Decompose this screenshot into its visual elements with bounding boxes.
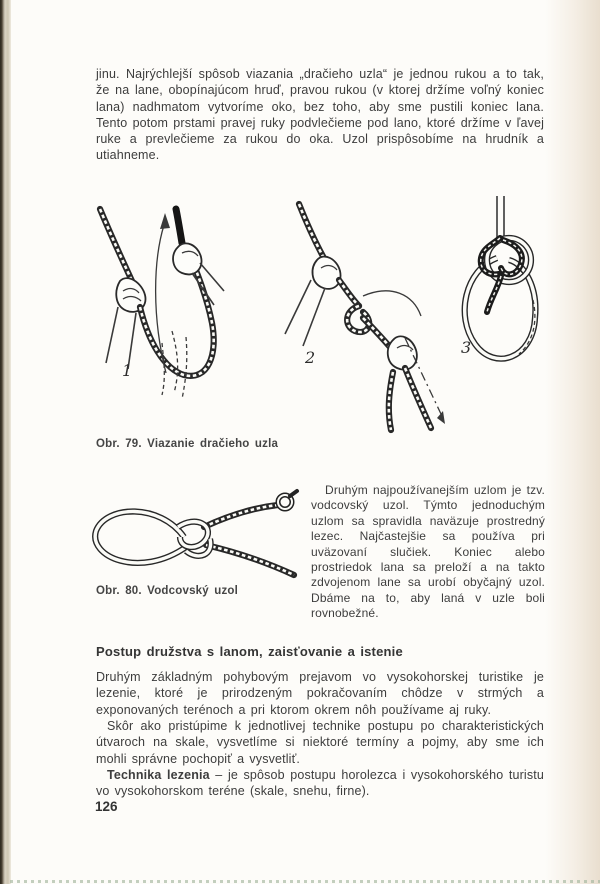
fig79-step1-illustration [70, 203, 252, 410]
section-paragraph-1: Druhým základným pohybovým prejavom vo vysokohorskej turistike je lezenie, ktoré je prirodzeným pokračovaním chôdze v strmých a exponovaných terénoch a pri ktorom okrem nôh používame aj ruky. [96, 670, 544, 717]
fig80-caption: Obr. 80. Vodcovský uzol [96, 585, 239, 597]
vodcovsky-knot-drawing [82, 487, 307, 587]
fig79-step3-illustration [445, 196, 562, 372]
scan-right-edge [545, 0, 600, 884]
knot-step2-drawing [255, 200, 462, 437]
intro-paragraph: jinu. Najrýchlejší spôsob viazania „dračieho uzla“ je jednou rukou a to tak, že na lane, obopínajúcom hruď, pravou rukou (v ktorej držíme voľný koniec lana) nadhmatom vytvoríme oko, bez toho, aby sme pustili koniec lana. Tento potom prstami pravej ruky podvlečieme pod lano, ktoré držíme v ľavej ruke a prevlečieme za rukou do oka. Uzol prispôsobíme na hrudník a utiahneme. [96, 67, 544, 163]
scan-bottom-perforation [10, 880, 600, 883]
technika-definition: – je spôsob postupu horolezca i vysokohorského turistu vo vysokohorskom teréne (skale, snehu, firne). [96, 768, 544, 799]
section-heading: Postup družstva s lanom, zaisťovanie a istenie [96, 644, 403, 659]
scan-left-edge [0, 0, 11, 884]
knot-step1-drawing [70, 203, 252, 410]
fig79-caption: Obr. 79. Viazanie dračieho uzla [96, 438, 279, 450]
fig79-step2-label: 2 [305, 348, 316, 367]
section-paragraph-2: Skôr ako pristúpime k jednotlivej technike postupu po charakteristických útvaroch na skale, vysvetlíme si niektoré termíny a pojmy, aby sme ich mohli správne pochopiť a vysvetliť. [96, 719, 544, 766]
technika-term: Technika lezenia [107, 768, 210, 782]
fig79-step2-illustration [255, 200, 462, 437]
technika-paragraph [96, 767, 544, 800]
fig79-step1-label: 1 [122, 361, 133, 380]
fig79-step3-label: 3 [461, 338, 472, 357]
vodcovsky-paragraph: Druhým najpoužívanejším uzlom je tzv. vodcovský uzol. Týmto jednoduchým uzlom sa spravidla naväzuje prostredný lezec. Najčastejšie sa používa pri uväzovaní slučiek. Koniec alebo prostriedok lana sa preloží a na takto zdvojenom lane sa urobí obyčajný uzol. Dbáme na to, aby laná v uzle boli rovnobežné. [311, 483, 545, 621]
page-number: 126 [95, 799, 118, 814]
fig80-illustration [82, 487, 307, 587]
